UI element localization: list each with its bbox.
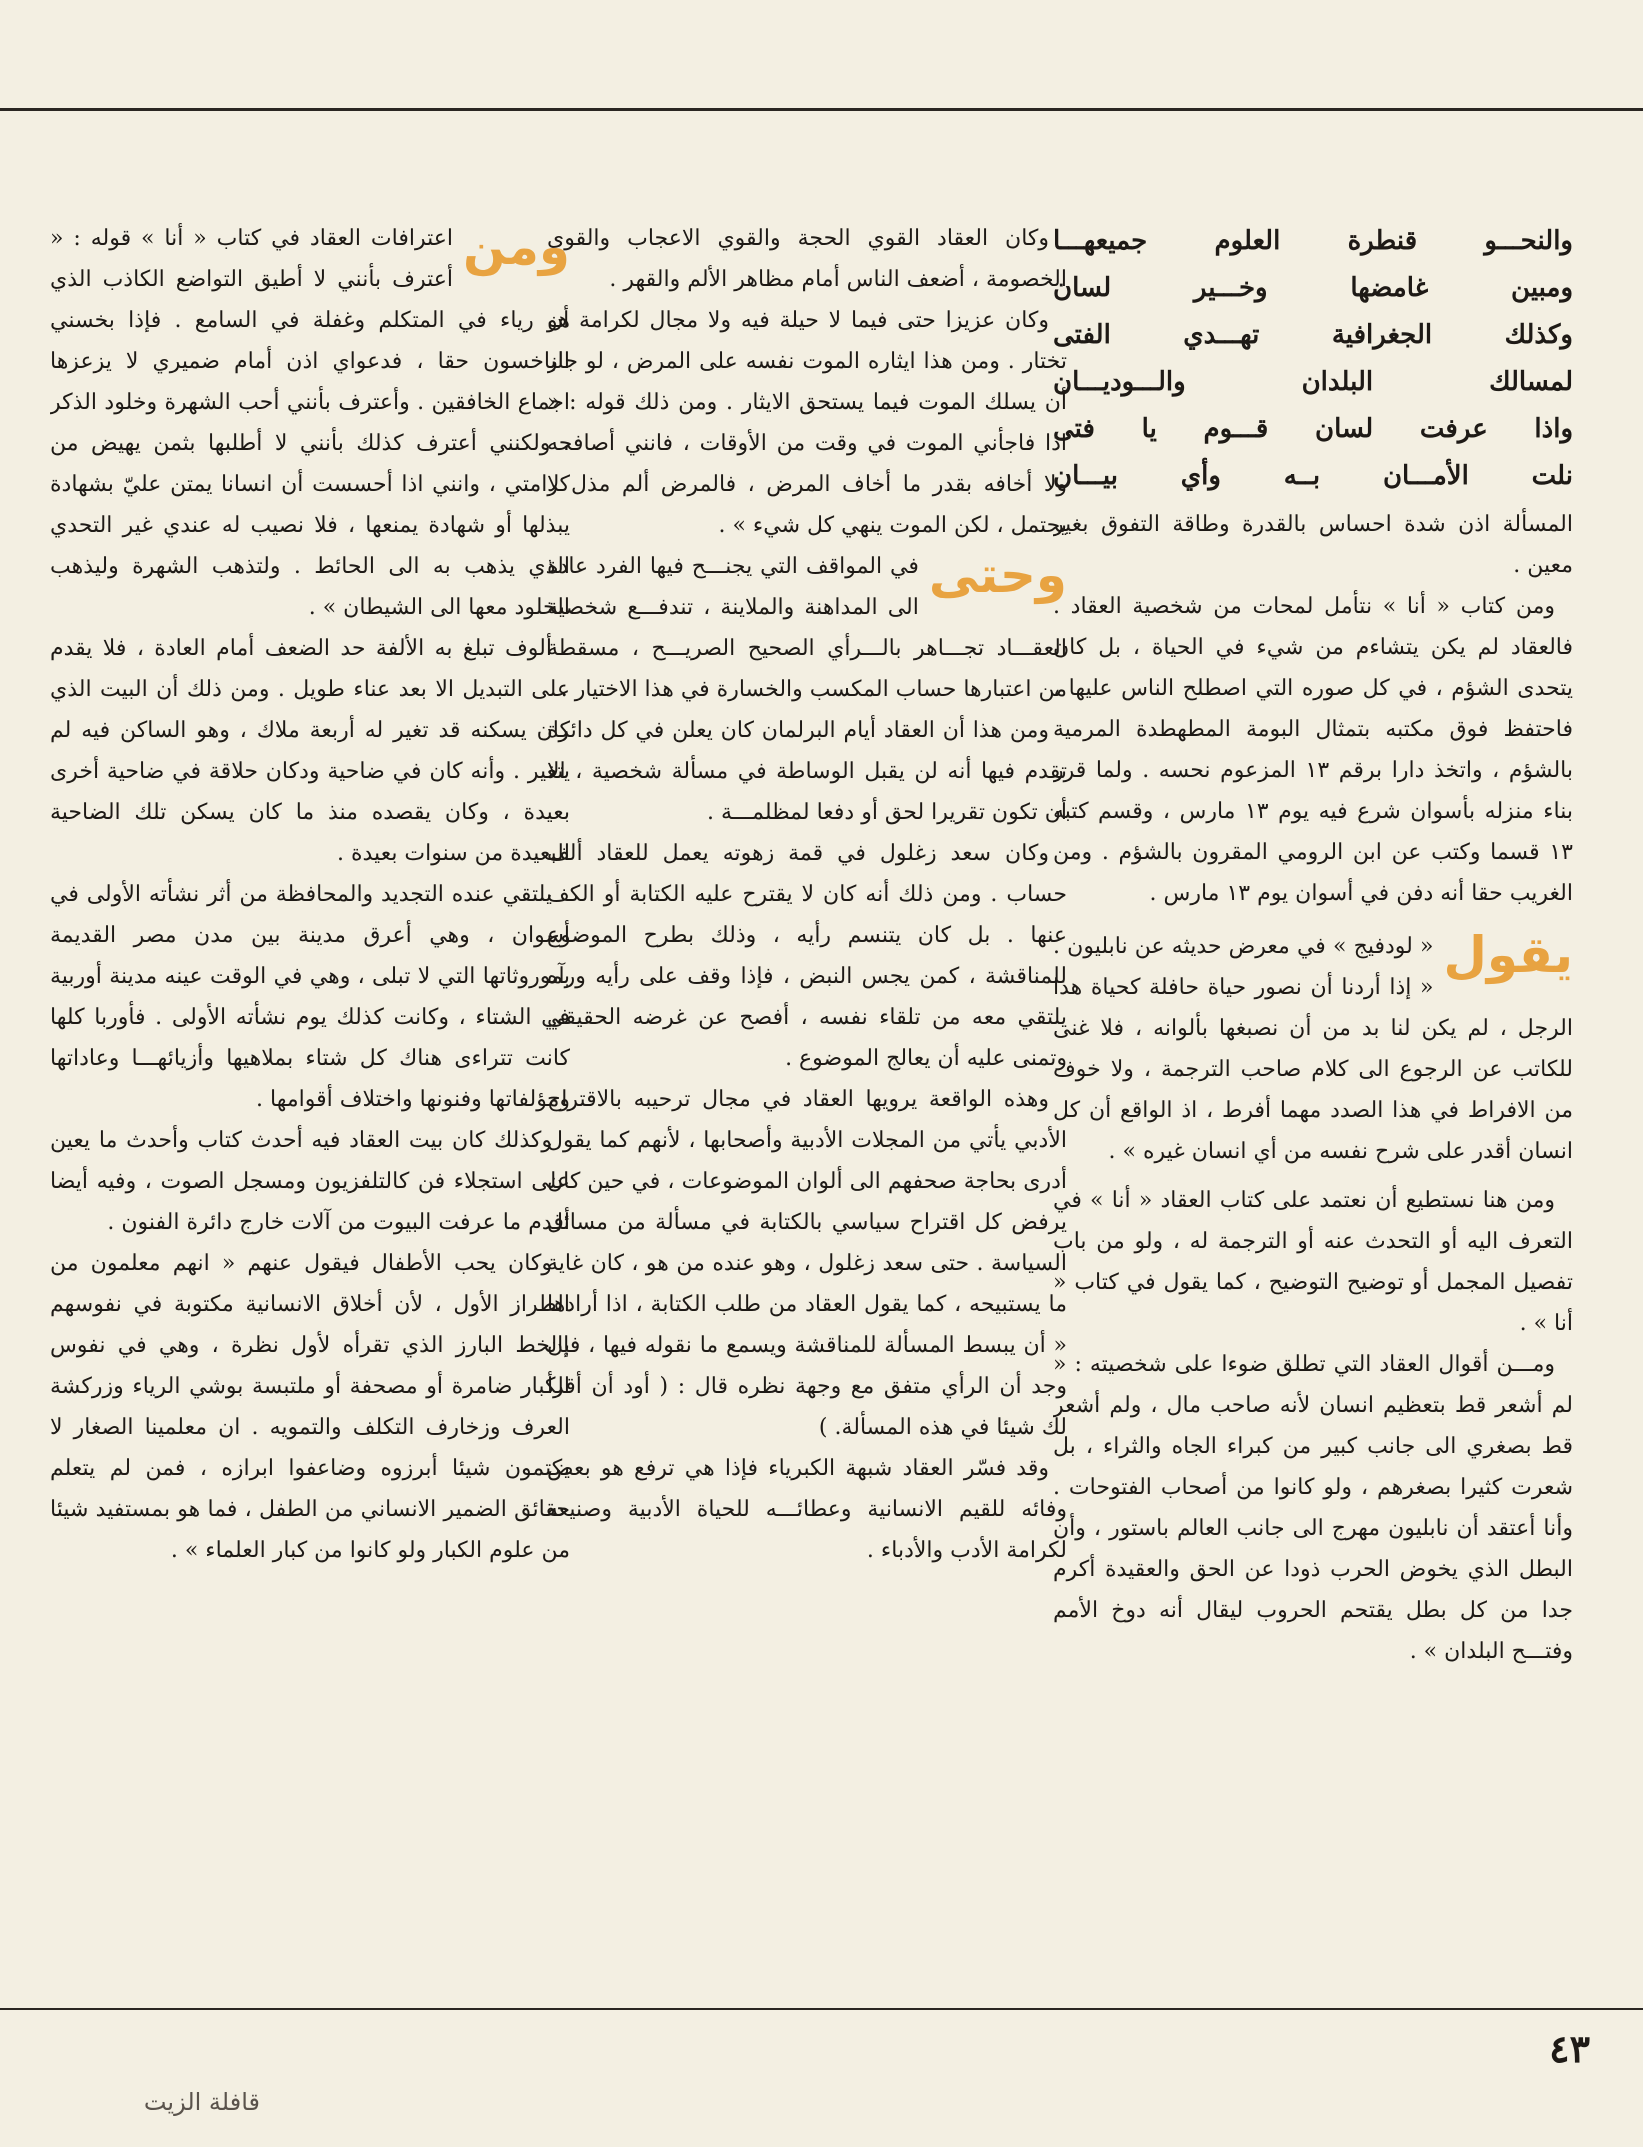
paragraph: وهذه الواقعة يرويها العقاد في مجال ترحيبه بالاقتراح الأدبي يأتي من المجلات الأدبية وأصحابها ، لأنهم كما يقول أدرى بحاجة صحفهم الى ألوان الموضوعات ، في حين كان يرفض كل اقتراح سياسي بالكتابة في مسألة من مسائل السياسة . حتى سعد زغلول ، وهو عنده من هو ، كان غاية ما يستبيحه ، كما يقول العقاد من طلب الكتابة ، اذا أرادها « أن يبسط المسألة للمناقشة ويسمع ما نقوله فيها ، فإن وجد أن الرأي متفق مع وجهة نظره قال : ( أود أن أقرأ لك شيئا في هذه المسألة. ): [547, 1087, 1067, 1440]
paragraph-with-dropword: [547, 546, 1067, 710]
poem-line: وكذلك الجغرافية تهـــدي الفتى: [1053, 320, 1573, 350]
paragraph: وكان سعد زغلول في قمة زهوته يعمل للعقاد ألف حساب . ومن ذلك أنه كان لا يقترح عليه الكتابة أو الكف عنها . بل كان يتنسم رأيه ، وذلك بطرح الموضوع للمناقشة ، كمن يجس النبض ، فإذا وقف على رأيه ورآه يلتقي معه من تلقاء نفسه ، أفصح عن غرضه الحقيقي وتمنى عليه أن يعالج الموضوع .: [547, 841, 1067, 1071]
bottom-rule: [0, 2008, 1643, 2010]
poem-line: ومبين غامضها وخـــير لسان: [1053, 273, 1573, 303]
paragraph: المسألة اذن شدة احساس بالقدرة وطاقة التفوق بغير معين .: [1053, 512, 1573, 578]
column-right: [1053, 218, 1573, 1918]
paragraph-text: « لودفيج » في معرض حديثه عن نابليون . « إذا أردنا أن نصور حياة حافلة كحياة هذا الرجل ، لم يكن لنا بد من أن نصبغها بألوانه ، فلا غنى للكاتب عن الرجوع الى كلام صاحب الترجمة ، ولا خوف من الافراط في هذا الصدد مهما أفرط ، اذ الواقع أن كل انسان أقدر على شرح نفسه من أي انسان غيره » .: [1053, 934, 1573, 1164]
dropword-yaqul: يقول: [1443, 926, 1573, 984]
top-rule: [0, 108, 1643, 111]
page-number: ٤٣: [1549, 2026, 1590, 2071]
poem: [1053, 218, 1573, 500]
paragraph: ومن كتاب « أنا » نتأمل لمحات من شخصية العقاد . فالعقاد لم يكن يتشاءم من شيء في الحياة ، بل كان يتحدى الشؤم ، في كل صوره التي اصطلح الناس عليها ، فاحتفظ فوق مكتبه بتمثال البومة المطهطدة المرمية بالشؤم ، واتخذ دارا برقم ١٣ المزعوم نحسه . ولما قرر بناء منزله بأسوان شرع فيه يوم ١٣ مارس ، وقسم كتبه ١٣ قسما وكتب عن ابن الرومي المقرون بالشؤم . ومن الغريب حقا أنه دفن في أسوان يوم ١٣ مارس .: [1053, 594, 1573, 906]
dropword-wahatta: وحتى: [928, 546, 1067, 604]
paragraph: وقد فسّر العقاد شبهة الكبرياء فإذا هي ترفع هو بعض وفائه للقيم الانسانية وعطائـــه للحياة الأدبية وصنيعه لكرامة الأدب والأدباء .: [547, 1456, 1067, 1563]
poem-line: واذا عرفت لسان قـــوم يا فتى: [1053, 414, 1573, 444]
paragraph: وكان العقاد القوي الحجة والقوي الاعجاب والقوي الخصومة ، أضعف الناس أمام مظاهر الألم والقهر .: [547, 226, 1067, 292]
paragraph: وكذلك كان بيت العقاد فيه أحدث كتاب وأحدث ما يعين على استجلاء فن كالتلفزيون ومسجل الصوت ، وفيه أيضا أقدم ما عرفت البيوت من آلات خارج دائرة الفنون .: [50, 1128, 570, 1235]
paragraph: ومن هذا أن العقاد أيام البرلمان كان يعلن في كل دائرة تقدم فيها أنه لن يقبل الوساطة في مسألة شخصية ، الا أن تكون تقريرا لحق أو دفعا لمظلمـــة .: [547, 718, 1067, 825]
column-left: [50, 218, 570, 1918]
magazine-name: قافلة الزيت: [143, 2088, 260, 2116]
poem-line: نلت الأمـــان بــه وأي بيـــان: [1053, 461, 1573, 491]
paragraph-text: اعترافات العقاد في كتاب « أنا » قوله : « أعترف بأنني لا أطيق التواضع الكاذب الذي هو رياء في المتكلم وغفلة في السامع . فإذا بخسني الباخسون حقا ، فدعواي اذن أمام ضميري لا يزعزها اجماع الخافقين . وأعترف بأنني أحب الشهرة وخلود الذكر ، ولكنني أعترف كذلك بأنني لا أطلبها بثمن يهيض من كرامتي ، وانني اذا أحسست أن انسانا يمتن عليّ بشهادة يبذلها أو شهادة يمنعها ، فلا نصيب له عندي غير التحدي الذي يذهب به الى الحائط . ولتذهب الشهرة وليذهب الخلود معها الى الشيطان » .: [50, 226, 570, 620]
dropword-wamin: ومن: [462, 218, 570, 276]
paragraph: يلتقي عنده التجديد والمحافظة من أثر نشأته الأولى في أسوان ، وهي أعرق مدينة بين مدن مصر القديمة بموروثاتها التي لا تبلى ، وهي في الوقت عينه مدينة أوربية في الشتاء ، وكانت كذلك يوم نشأته الأولى . فأوربا كلها كانت تتراءى هناك كل شتاء بملاهيها وأزيائهـــا وعاداتها ومؤلفاتها وفنونها واختلاف أقوامها .: [50, 882, 570, 1112]
column-middle: [547, 218, 1067, 1918]
paragraph-text: في المواقف التي يجنـــح فيها الفرد عادة الى المداهنة والملاينة ، تندفـــع شخصية العقـــاد تجـــاهر بالـــرأي الصحيح الصريـــح ، مسقطة من اعتبارها حساب المكسب والخسارة في هذا الاختيار .: [547, 554, 1067, 702]
paragraph: ومن هنا نستطيع أن نعتمد على كتاب العقاد « أنا » في التعرف اليه أو التحدث عنه أو الترجمة له ، ولو من باب تفصيل المجمل أو توضيح التوضيح ، كما يقول في كتاب « أنا » .: [1053, 1188, 1573, 1336]
paragraph: ألوف تبلغ به الألفة حد الضعف أمام العادة ، فلا يقدم على التبديل الا بعد عناء طويل . ومن ذلك أن البيت الذي كان يسكنه قد تغير له أربعة ملاك ، وهو الساكن فيه لم يتغير . وأنه كان في ضاحية ودكان حلاقة في ضاحية أخرى بعيدة ، وكان يقصده منذ ما كان يسكن تلك الضاحية البعيدة من سنوات بعيدة .: [50, 636, 570, 866]
paragraph: وكان يحب الأطفال فيقول عنهم « انهم معلمون من الطراز الأول ، لأن أخلاق الانسانية مكتوبة في نفوسهم بالخط البارز الذي تقرأه لأول نظرة ، وهي في نفوس الكبار ضامرة أو مصحفة أو ملتبسة بوشي الرياء وزركشة العرف وزخارف التكلف والتمويه . ان معلمينا الصغار لا يكتمون شيئا أبرزوه وضاعفوا ابرازه ، فمن لم يتعلم حقائق الضمير الانساني من الطفل ، فما هو بمستفيد شيئا من علوم الكبار ولو كانوا من كبار العلماء » .: [50, 1251, 570, 1563]
poem-line: والنحـــو قنطرة العلوم جميعهـــا: [1053, 226, 1573, 256]
poem-line: لمسالك البلدان والـــوديـــان: [1053, 367, 1573, 397]
paragraph-with-dropword: [50, 218, 570, 628]
paragraph: ومـــن أقوال العقاد التي تطلق ضوءا على شخصيته : « لم أشعر قط بتعظيم انسان لأنه صاحب مال ، ولم أشعر قط بصغري الى جانب كبير من كبراء الجاه والثراء ، بل شعرت كثيرا بصغرهم ، ولو كانوا من أصحاب الفتوحات . وأنا أعتقد أن نابليون مهرج الى جانب العالم باستور ، وأن البطل الذي يخوض الحرب ذودا عن الحق والعقيدة أكرم جدا من كل بطل يقتحم الحروب ليقال أنه دوخ الأمم وفتـــح البلدان » .: [1053, 1352, 1573, 1664]
paragraph-with-dropword: [1053, 926, 1573, 1172]
paragraph: وكان عزيزا حتى فيما لا حيلة فيه ولا مجال لكرامة أن تختار . ومن هذا ايثاره الموت نفسه على المرض ، لو جاز أن يسلك الموت فيما يستحق الايثار . ومن ذلك قوله : « اذا فاجأني الموت في وقت من الأوقات ، فانني أصافحه ولا أخافه بقدر ما أخاف المرض ، فالمرض ألم مذل لا يحتمل ، لكن الموت ينهي كل شيء » .: [547, 308, 1067, 538]
